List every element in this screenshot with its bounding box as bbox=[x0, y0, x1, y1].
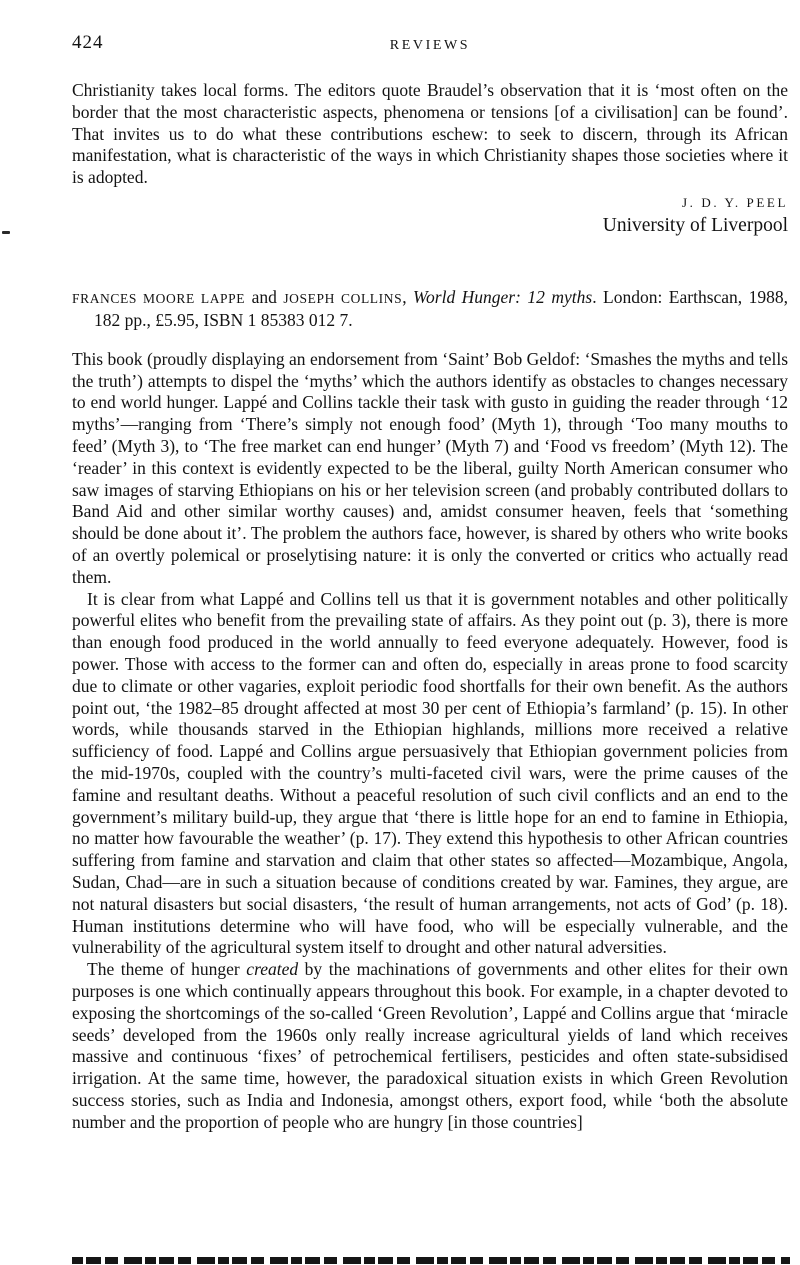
scan-artifact-mark bbox=[2, 231, 10, 234]
page-header bbox=[72, 32, 788, 56]
citation-comma: , bbox=[402, 286, 414, 307]
review-paragraph-3 bbox=[72, 959, 788, 1133]
review-paragraph-1: This book (proudly displaying an endorsement from ‘Saint’ Bob Geldof: ‘Smashes the myths and tells the truth’) attempts to dispel the ‘myths’ which the authors identify as obstacles to changes necessary to end world hunger. Lappé and Collins tackle their task with gusto in guiding the reader through ‘12 myths’—ranging from ‘There’s simply not enough food’ (Myth 1), through ‘Too many mouths to feed’ (Myth 3), to ‘The free market can end hunger’ (Myth 7) and ‘Food vs freedom’ (Myth 12). The ‘reader’ in this context is evidently expected to be the liberal, guilty North American consumer who saw images of starving Ethiopians on his or her television screen (and probably contributed dollars to Band Aid and other similar worthy causes) and, amidst consumer heaven, feels that ‘something should be done about it’. The problem the authors face, however, is shared by others who write books of an overtly polemical or proselytising nature: it is only the converted or critics who actually read them. bbox=[72, 348, 788, 587]
citation-details: . London: Earthscan, 1988, 182 pp., £5.95, ISBN 1 85383 012 7. bbox=[94, 286, 789, 330]
paragraph-3-text-end: by the machinations of governments and other elites for their own purposes is one which continually appears throughout this book. For example, in a chapter devoted to exposing the shortcomings of the so-called ‘Green Revolution’, Lappé and Collins argue that ‘miracle seeds’ developed from the 1960s only really increase agricultural yields of land which receives massive and continuous ‘fixes’ of petrochemical fertilisers, pesticides and often state-subsidised irrigation. At the same time, however, the paradoxical situation exists in which Green Revolution success stories, such as India and Indonesia, amongst others, export food, while ‘both the absolute number and the proportion of people who are hungry [in those countries] bbox=[72, 959, 788, 1132]
previous-review-closing-paragraph: Christianity takes local forms. The editors quote Braudel’s observation that it is ‘most often on the border that the most characteristic aspects, phenomena or tensions [of a civilisation] can be found’. That invites us to do what these contributions eschew: to seek to discern, through its African manifestation, what is characteristic of the ways in which Christianity shapes those societies where it is adopted. bbox=[72, 80, 788, 188]
paragraph-3-text-start: The theme of hunger bbox=[87, 959, 247, 980]
reviewer-signature bbox=[72, 192, 788, 237]
paragraph-3-italic-word: created bbox=[246, 959, 299, 980]
page-number: 424 bbox=[72, 32, 104, 53]
reviewer-name: J. D. Y. PEEL bbox=[681, 194, 788, 210]
clipped-next-line-fragment bbox=[72, 1257, 790, 1264]
citation-author-1: FRANCES MOORE LAPPE bbox=[72, 290, 246, 306]
book-citation bbox=[72, 287, 788, 332]
review-paragraph-2: It is clear from what Lappé and Collins tell us that it is government notables and other politically powerful elites who benefit from the prevailing state of affairs. As they point out (p. 3), there is more than enough food produced in the world annually to feed everyone adequately. However, food is power. Those with access to the former can and often do, especially in areas prone to food scarcity due to climate or other vagaries, exploit periodic food shortfalls for their own benefit. As the authors point out, ‘the 1982–85 drought affected at most 30 per cent of Ethiopia’s farmland’ (p. 15). In other words, while thousands starved in the Ethiopian highlands, millions more received a relative sufficiency of food. Lappé and Collins argue persuasively that Ethiopian government policies from the mid-1970s, coupled with the country’s multi-faceted civil wars, were the prime causes of the famine and resultant deaths. Without a peaceful resolution of such civil conflicts and an end to the government’s military build-up, they argue that ‘there is little hope for an end to famine in Ethiopia, no matter how favourable the weather’ (p. 17). They extend this hypothesis to other African countries suffering from famine and starvation and claim that other states so affected—Mozambique, Angola, Sudan, Chad—are in such a situation because of conditions created by war. Famines, they argue, are not natural disasters but social disasters, ‘the result of human arrangements, not acts of God’ (p. 18). Human institutions determine who will have food, who will be especially vulnerable, and the vulnerability of the agricultural system itself to drought and other natural adversities. bbox=[72, 588, 788, 958]
citation-book-title: World Hunger: 12 myths bbox=[413, 286, 593, 307]
running-head: REVIEWS bbox=[389, 38, 471, 53]
citation-conjunction: and bbox=[245, 286, 284, 307]
text-column bbox=[72, 32, 788, 1134]
reviewer-affiliation: University of Liverpool bbox=[602, 214, 788, 236]
review-body bbox=[72, 349, 788, 1134]
citation-author-2: JOSEPH COLLINS bbox=[283, 290, 403, 306]
